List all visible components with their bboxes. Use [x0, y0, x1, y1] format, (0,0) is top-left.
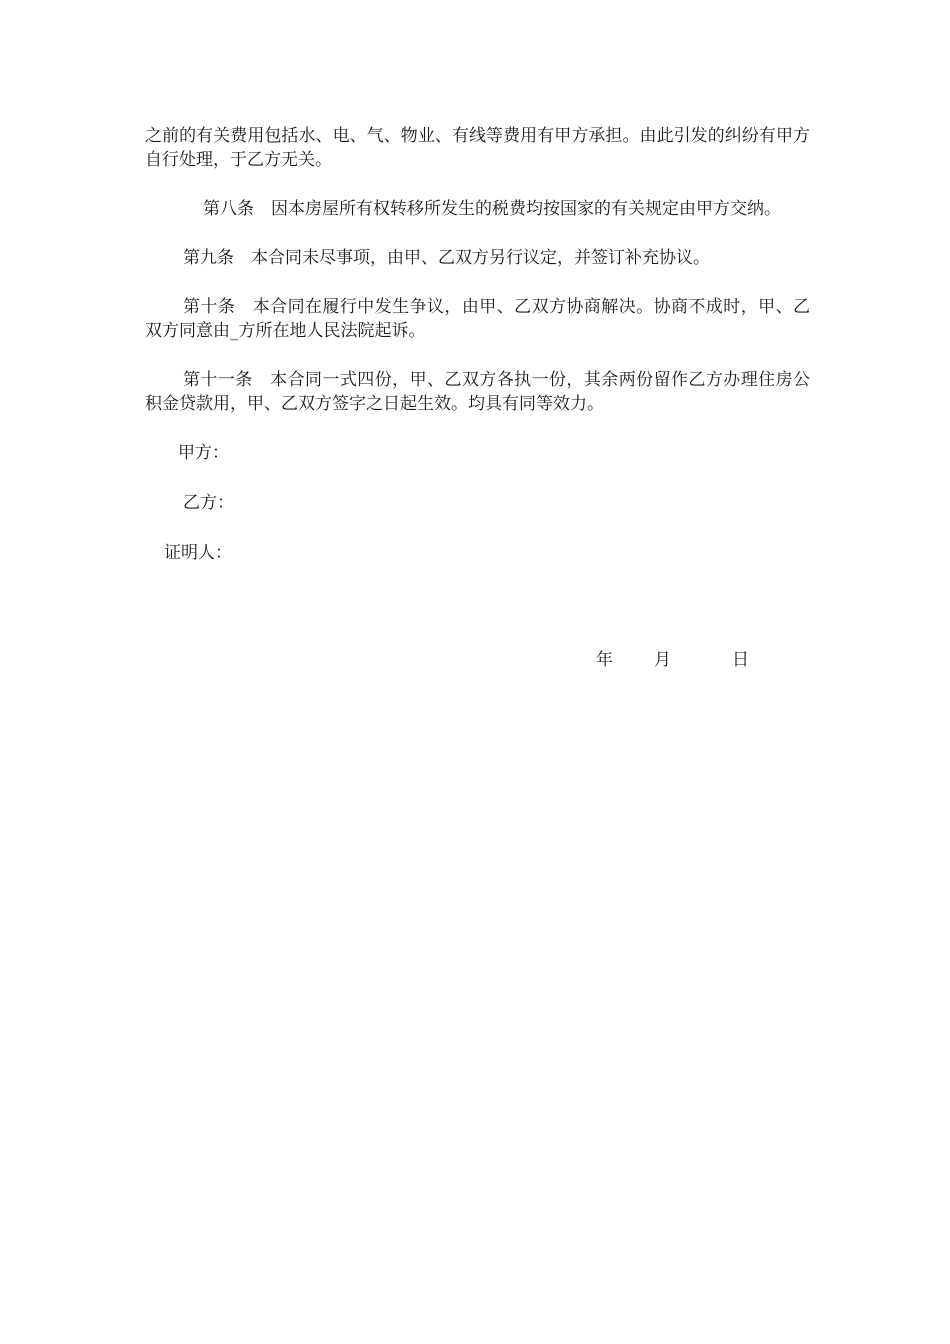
clause-9: 第九条 本合同未尽事项，由甲、乙双方另行议定，并签订补充协议。 [183, 248, 710, 268]
date-day-label: 日 [732, 650, 749, 670]
document-body [145, 124, 810, 591]
date-month-label: 月 [654, 650, 671, 670]
paragraph-fees: 之前的有关费用包括水、电、气、物业、有线等费用有甲方承担。由此引发的纠纷有甲方自行处理，于乙方无关。 [145, 126, 810, 170]
signature-party-b: 乙方： [183, 493, 234, 513]
clause-11: 第十一条 本合同一式四份，甲、乙双方各执一份，其余两份留作乙方办理住房公积金贷款用，甲、乙双方签字之日起生效。均具有同等效力。 [145, 370, 810, 414]
signature-witness: 证明人： [164, 543, 232, 563]
date-year-label: 年 [596, 650, 613, 670]
clause-8: 第八条 因本房屋所有权转移所发生的税费均按国家的有关规定由甲方交纳。 [203, 199, 781, 219]
signature-party-a: 甲方： [178, 443, 229, 463]
clause-10: 第十条 本合同在履行中发生争议，由甲、乙双方协商解决。协商不成时，甲、乙双方同意由_方所在地人民法院起诉。 [145, 297, 810, 341]
date-line [596, 648, 796, 672]
